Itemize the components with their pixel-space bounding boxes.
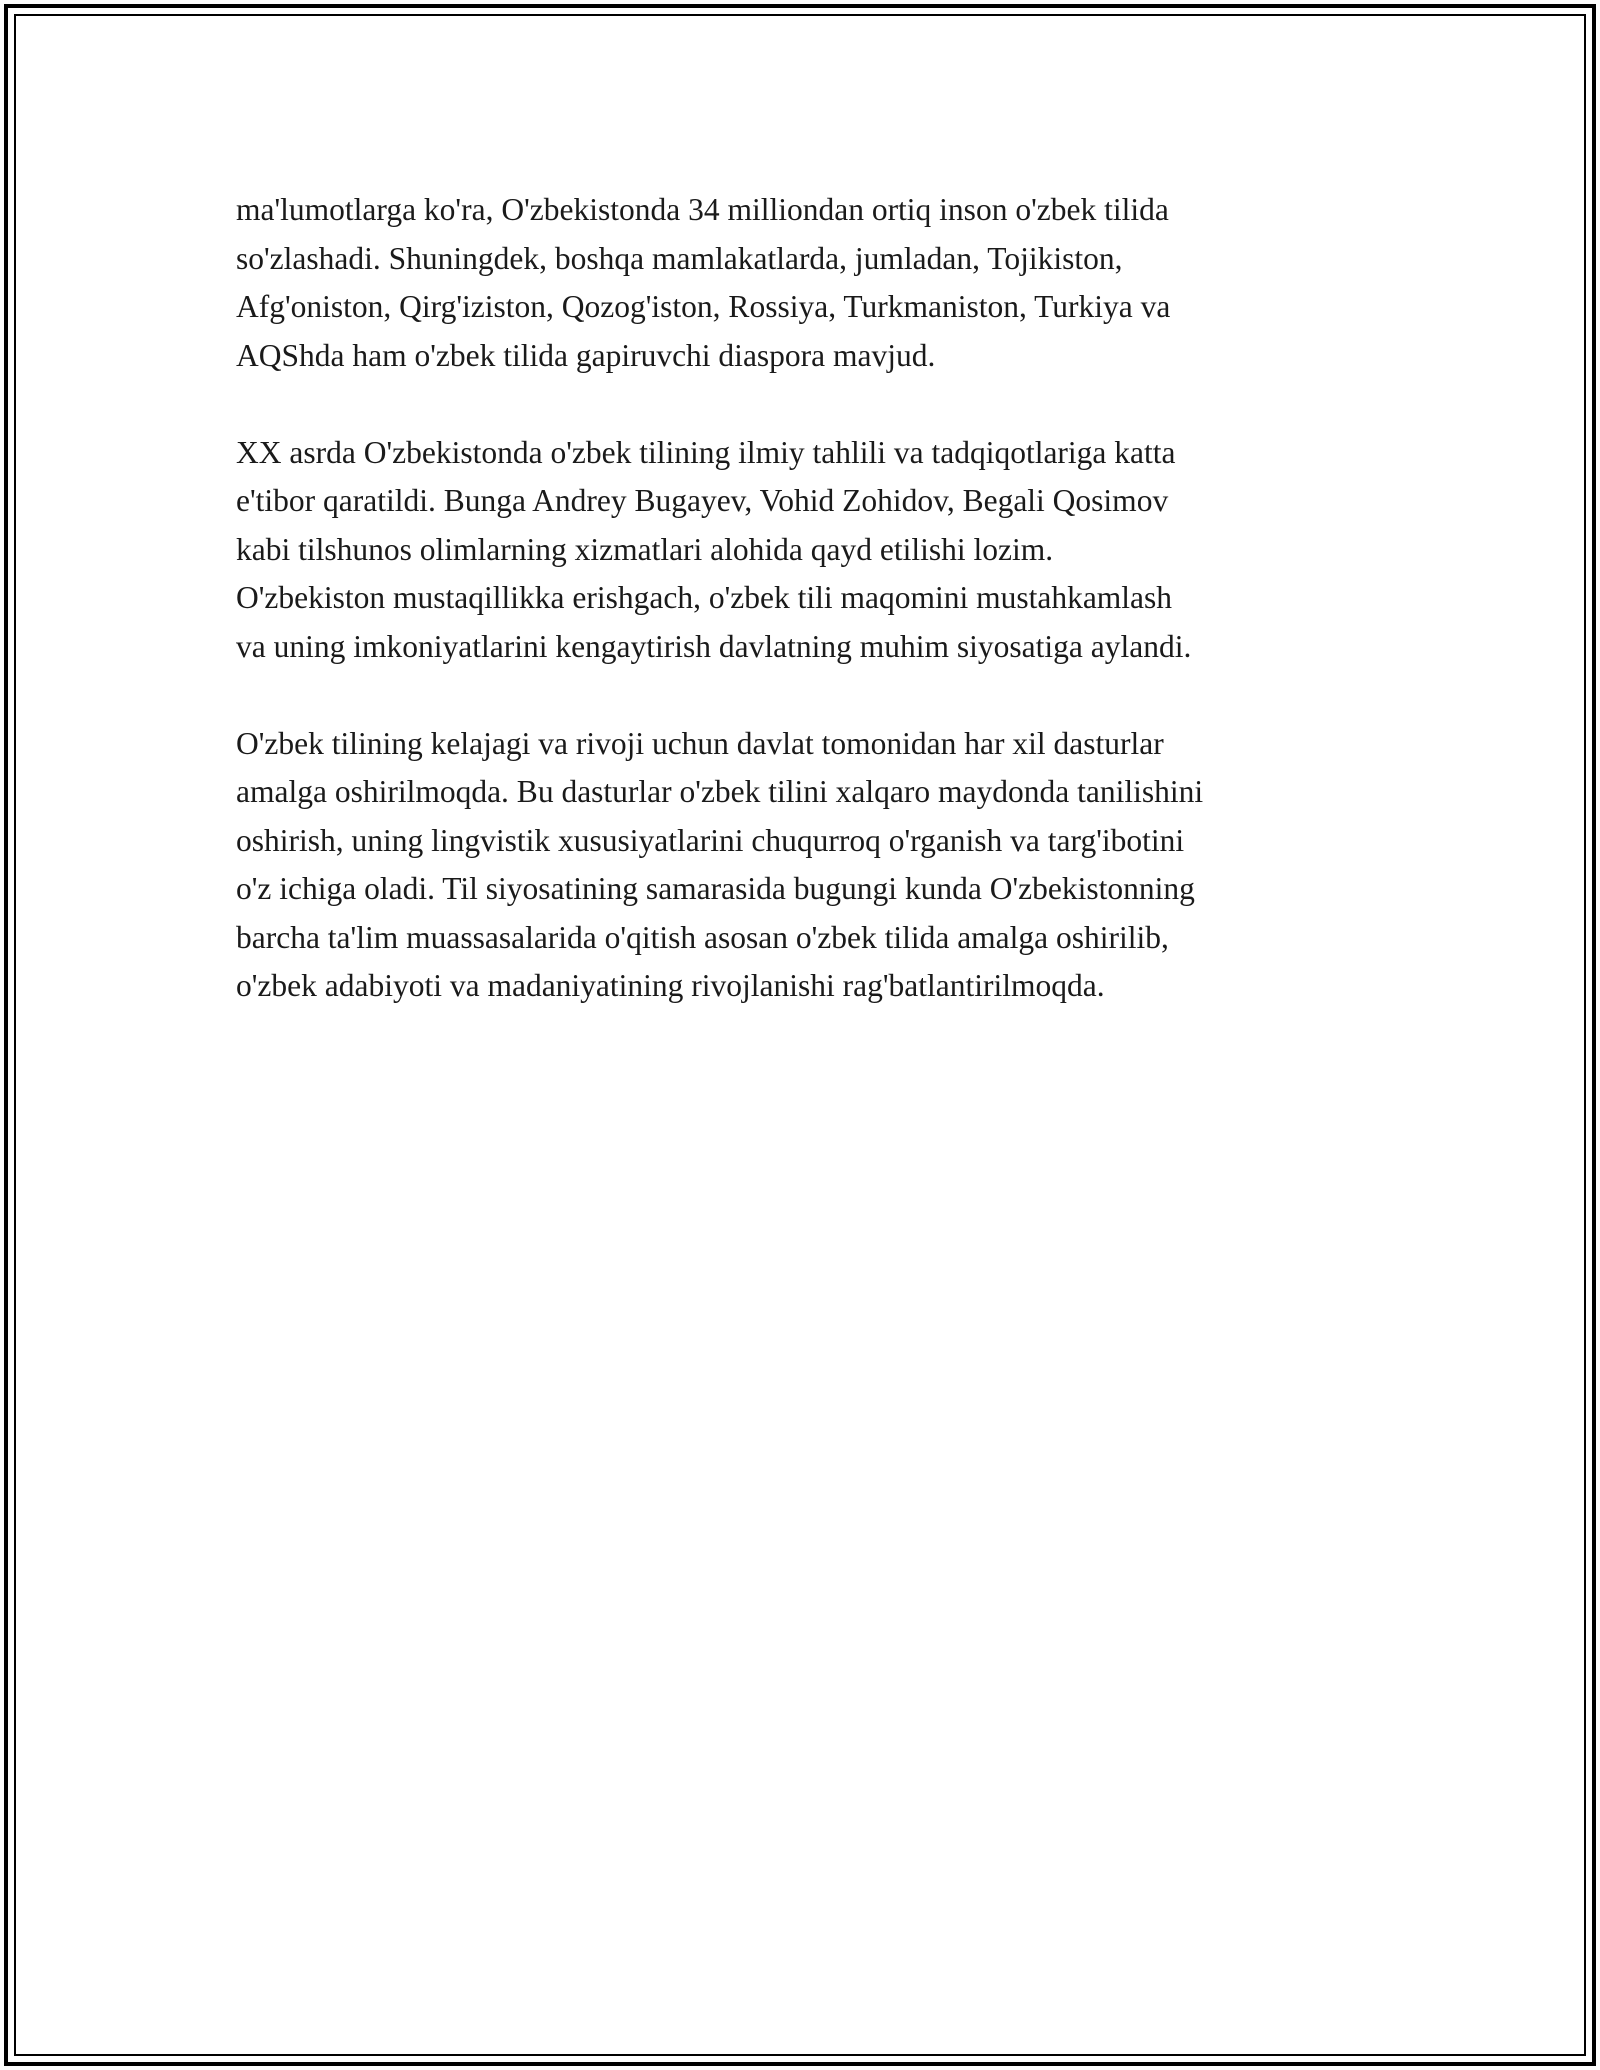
text-line: e'tibor qaratildi. Bunga Andrey Bugayev, Vohid Zohidov, Begali Qosimov bbox=[236, 483, 1169, 518]
text-line: o'zbek adabiyoti va madaniyatining rivojlanishi rag'batlantirilmoqda. bbox=[236, 968, 1105, 1003]
text-line: O'zbek tilining kelajagi va rivoji uchun davlat tomonidan har xil dasturlar bbox=[236, 725, 1164, 761]
text-line: O'zbekiston mustaqillikka erishgach, o'zbek tili maqomini mustahkamlash bbox=[236, 580, 1173, 615]
text-line: so'zlashadi. Shuningdek, boshqa mamlakatlarda, jumladan, Tojikiston, bbox=[236, 240, 1123, 276]
paragraph-3 bbox=[236, 720, 1376, 1011]
text-line: ma'lumotlarga ko'ra, O'zbekistonda 34 milliondan ortiq inson o'zbek tilida bbox=[236, 192, 1169, 227]
text-line: Afg'oniston, Qirg'iziston, Qozog'iston, Rossiya, Turkmaniston, Turkiya va bbox=[236, 289, 1171, 324]
text-line: oshirish, uning lingvistik xususiyatlarini chuqurroq o'rganish va targ'ibotini bbox=[236, 822, 1185, 858]
text-line: XX asrda O'zbekistonda o'zbek tilining ilmiy tahlili va tadqiqotlariga katta bbox=[236, 434, 1176, 470]
text-line: barcha ta'lim muassasalarida o'qitish asosan o'zbek tilida amalga oshirilib, bbox=[236, 919, 1169, 955]
text-line: AQShda ham o'zbek tilida gapiruvchi diaspora mavjud. bbox=[236, 337, 936, 373]
text-line: kabi tilshunos olimlarning xizmatlari alohida qayd etilishi lozim. bbox=[236, 531, 1054, 567]
text-line: va uning imkoniyatlarini kengaytirish davlatning muhim siyosatiga aylandi. bbox=[236, 628, 1192, 664]
document-body bbox=[236, 186, 1376, 1059]
text-line: amalga oshirilmoqda. Bu dasturlar o'zbek tilini xalqaro maydonda tanilishini bbox=[236, 774, 1204, 809]
paragraph-1 bbox=[236, 186, 1376, 380]
paragraph-2 bbox=[236, 429, 1376, 672]
text-line: o'z ichiga oladi. Til siyosatining samarasida bugungi kunda O'zbekistonning bbox=[236, 871, 1195, 906]
